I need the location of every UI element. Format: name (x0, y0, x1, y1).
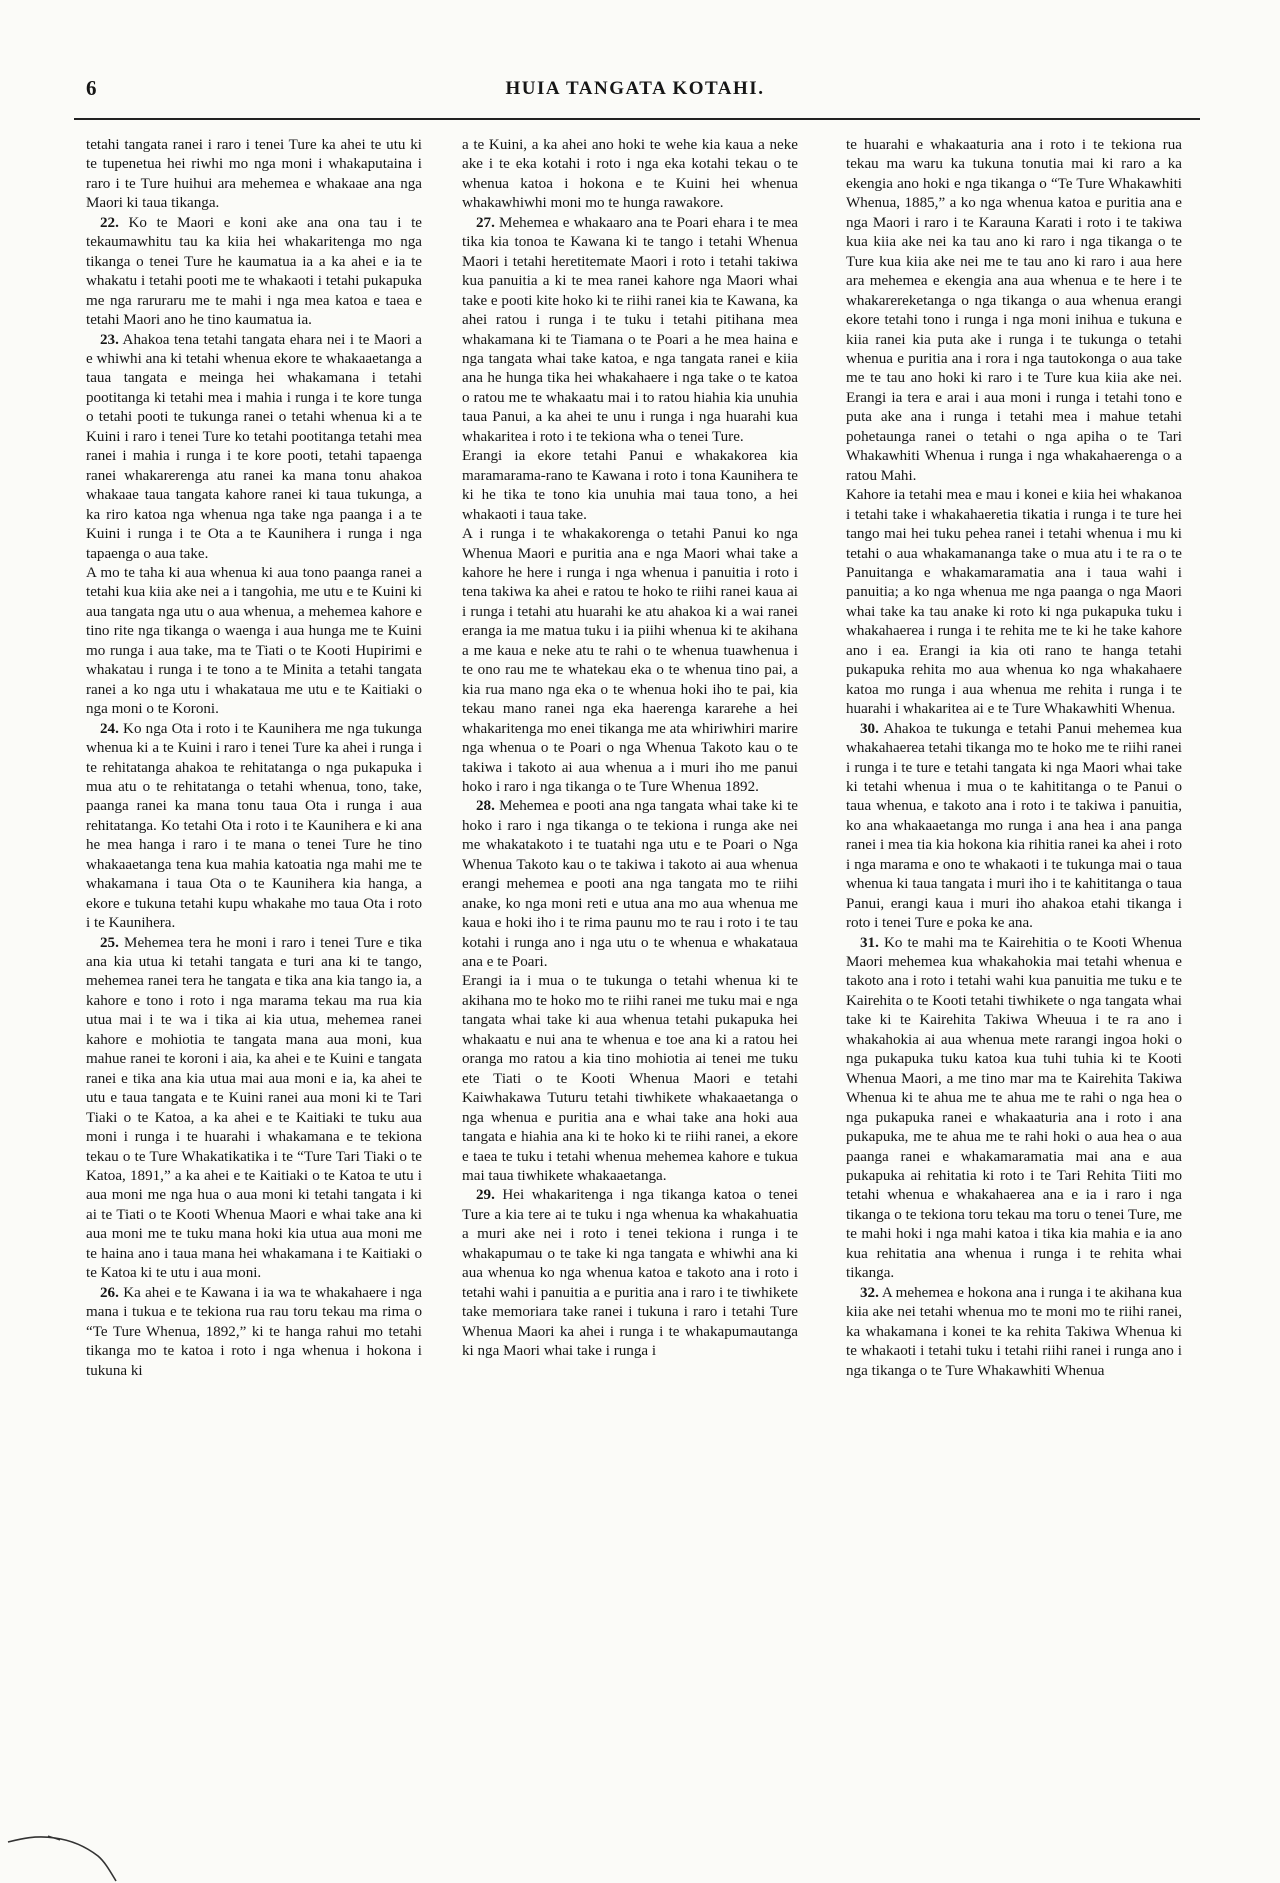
section-number: 22. (100, 214, 119, 231)
paragraph-text: Mehemea tera he moni i raro i tenei Ture e tika ana kia utua ki tetahi tangata e turi ana ki te tango, mehemea ranei tera he tangata e tika ana kia tango ia, a kahore e tono i roto i nga marama tekau ma rua kia utua mai i te wa i tika ai kia utua, mehemea ranei kahore e mohiotia te tangata mana aua moni, kua mahue ranei te koroni i aia, ka ahei e te Kuini e tangata ranei e tika ana kia utua mai aua moni e ia, ka ahei te utu e taua tangata e te Kuini ranei aua moni ki te Tari Tiaki o te Katoa, a ka ahei e te Kaitiaki te tuku aua moni i runga i te huarahi i whakamana e te tekiona tekau o te Ture Whakatikatika i te “Ture Tari Tiaki o te Katoa, 1891,” a ka ahei e te Kaitiaki o te Katoa te utu i aua moni me nga hua o aua moni ki tetahi tangata i ki ai te Tiati o te Kooti Whenua Maori e whai take ana ki aua moni me te tuku mana hoki kia utua aua moni me te haina ano i taua mana hei whakamana i te Kaitiaki o te Katoa ki te utu i aua moni. (86, 934, 422, 1282)
paragraph-text: a te Kuini, a ka ahei ano hoki te wehe kia kaua a neke ake i te eka kotahi i roto i nga eka kotahi tekau o te whenua katoa i hokona e te Kuini hei whenua whakawhiwhi moni mo te hunga rawakore. (462, 137, 798, 212)
paragraph (462, 972, 798, 1186)
paragraph (86, 331, 422, 564)
paragraph (846, 136, 1182, 486)
paragraph-text: Mehemea e whakaaro ana te Poari ehara i te mea tika kia tonoa te Kawana ki te tango i tetahi Whenua Maori i tetahi heretitemate Maori i roto i tetahi takiwa kua panuitia a ki te mea ranei kahore nga Maori whai take e pooti kite hoko ki te riihi ranei kia te Kawana, ka ahei ratou i runga i te tuku i tetahi pitihana mea whakamana ki te Tiamana o te Poari a he mea haina e nga tangata whai take katoa, e nga tangata ranei e kiia ana he hunga tika hei whakahaere i nga take o te katoa o ratou me te whakaatu mai i to ratou hiahia kia unuhia taua Panui, a ka ahei te unu i runga i nga huarahi kua whakaritea i roto i te tekiona wha o tenei Ture. (462, 214, 798, 445)
paragraph-text: Ahakoa te tukunga e tetahi Panui mehemea kua whakahaerea tetahi tikanga mo te hoko me te riihi ranei i runga i te ture e tetahi tangata ki nga Maori whai take ki tetahi whenua i mua o te kahititanga o te Panui o taua whenua, e takoto ana i roto i te takiwa i panuitia, ko ana whakaaetanga mo runga i ana hea i ana panga ranei i mea tia kia hokona kia rihitia ranei ka ahei i roto i nga marama e ono te whakaoti i te tukunga mai o taua whenua ki taua tangata i muri iho i te kahititanga o taua Panui, erangi kaua i muri iho ahakoa etahi tikanga i roto i tenei Ture e poka ke ana. (846, 720, 1182, 932)
paragraph (86, 720, 422, 934)
paragraph-text: tetahi tangata ranei i raro i tenei Ture ka ahei te utu ki te tupenetua hei riwhi mo nga moni i whakaputaina i raro i te Ture huihui ara mehemea e whakaae ana nga Maori ki taua tikanga. (86, 137, 422, 212)
page-number: 6 (86, 76, 97, 100)
paragraph-text: Mehemea e pooti ana nga tangata whai take ki te hoko i raro i nga tikanga o te tekiona i runga ake nei me whakatakoto i te tuatahi nga utu e te Poari o Nga Whenua Takoto kau o te takiwa i takoto ai aua whenua erangi mehemea e pooti ana nga tangata mo te riihi anake, ko nga moni reti e utua ana mo aua whenua me kaua e hoki iho i te rima paunu mo te rau i roto i te tau kotahi i runga ano i nga utu o te whenua e whakataua ana e te Poari. (462, 798, 798, 971)
paragraph-text: Erangi ia i mua o te tukunga o tetahi whenua ki te akihana mo te hoko mo te riihi ranei me tuku mai e nga tangata whai take ki aua whenua tetahi pukapuka hei whakaatu e nui ana te whenua e toe ana ki a ratou hei oranga mo ratou a kia tino mohiotia ai tenei me tuku ete Tiati o te Kooti Whenua Maori e tetahi Kaiwhakawa Tuturu tetahi tiwhikete whakaaetanga o nga whenua e puritia ana e whai take ana hoki aua tangata e hiahia ana ki te hoko ki te riihi ranei, a ekore e taea te tuku i tetahi whenua mehemea kahore e tukua mai taua tiwhikete whakaaetanga. (462, 973, 798, 1185)
paragraph-text: Hei whakaritenga i nga tikanga katoa o tenei Ture a kia tere ai te tuku i nga whenua ka whakahuatia a muri ake nei i roto i tenei tekiona i runga i te whakapumau o te take ki nga tangata e whiwhi ana ki aua whenua ko nga whenua katoa e takoto ana i roto i tetahi wahi i panuitia a e puritia ana i raro i te tiwhikete take memoriara take ranei i tukuna i raro i tetahi Ture Whenua Maori ka ahei i runga i te whakapumautanga ki nga Maori whai take i runga i (462, 1187, 798, 1360)
header-rule (74, 118, 1200, 120)
paragraph (86, 564, 422, 720)
text-column-2 (462, 136, 798, 1856)
paragraph (462, 1186, 798, 1361)
section-number: 27. (476, 214, 495, 231)
paragraph (846, 934, 1182, 1284)
paragraph (86, 136, 422, 214)
paragraph (462, 447, 798, 525)
paragraph (462, 136, 798, 214)
section-number: 30. (860, 720, 879, 737)
paragraph (846, 486, 1182, 719)
paragraph (462, 525, 798, 797)
paragraph (462, 797, 798, 972)
paragraph (86, 934, 422, 1284)
paragraph-text: te huarahi e whakaaturia ana i roto i te tekiona rua tekau ma waru ka tukuna tonutia mai ki raro a ka ekengia ano hoki e nga tikanga o “Te Ture Whakawhiti Whenua, 1885,” a ko nga whenua katoa e puritia ana e nga Maori i raro i te Karauna Karati i roto i te takiwa kua kiia ake nei ka tau ano ki raro i nga tikanga o te Ture kua kiia ake nei me te tau ano ki raro i aua here ara mehemea e ekengia ana aua whenua e te here i te whakarereketanga o nga tikanga o aua whenua erangi ekore tetahi tono i runga i nga moni inihua e tukuna e kiia ranei kia puta ake i runga i te tukunga o tetahi whenua e puritia ana i rora i nga tautokonga o aua take me te tau ano hoki ki raro i te Ture kua kiia ake nei. Erangi ia tera e arai i aua moni i runga i tetahi tono e puta ake ana i runga i tetahi mea i mahue tetahi pohetaunga ranei o tetahi o nga apiha o te Tari Whakawhiti Whenua i runga i nga whakahaerenga o a ratou Mahi. (846, 137, 1182, 484)
text-column-1 (86, 136, 422, 1856)
section-number: 31. (860, 934, 879, 951)
paragraph-text: Kahore ia tetahi mea e mau i konei e kiia hei whakanoa i tetahi take i whakahaeretia tikatia i runga i te ture hei tango mai hei tuku pehea ranei i tetahi whenua i mu ki tetahi o aua whakamananga take o mua atu i te ra o te Panuitanga e whakamaramatia ana i taua wahi i panuitia; a ko nga whenua me nga paanga o nga Maori whai take ka tau anake ki roto ki nga pukapuka tuku i whakahaerea i runga i te rehita me te ki he take kahore ano i ea. Erangi ia kia oti rano te hanga tetahi pukapuka rehita mo aua whenua ko nga whakahaere katoa mo runga i aua whenua me rehita i runga i te huarahi i whakaritea ai e te Ture Whakawhiti Whenua. (846, 487, 1182, 718)
section-number: 25. (100, 934, 119, 951)
paragraph (86, 1284, 422, 1381)
running-title: HUIA TANGATA KOTAHI. (505, 78, 765, 99)
margin-ink-mark (0, 1826, 150, 1883)
paragraph (846, 720, 1182, 934)
paragraph-text: Ko te Maori e koni ake ana ona tau i te tekaumawhitu tau ka kiia hei whakaritenga mo nga tikanga o tenei Ture he kaumatua ia a ka ahei e ia te whakatu i tetahi pooti me te whakaoti i tetahi pukapuka me nga raruraru me te mahi i nga mea katoa e taea e tetahi Maori ano he tino kaumatua ia. (86, 214, 422, 329)
paragraph-text: Ko te mahi ma te Kairehitia o te Kooti Whenua Maori mehemea kua whakahokia mai tetahi whenua e takoto ana i roto i tetahi wahi kua panuitia me tuku e te Kairehita o te Kooti tetahi tiwhikete o nga tangata whai take ki te Kairehita Takiwa Wheuua i te ra ano i whakahokia ai aua whenua mete rarangi ingoa hoki o nga pukapuka tuku katoa kua tuhi tuhia ki te Kooti Whenua Maori, a me tino mar ma te Kairehita Takiwa Whenua ki te ahua me te ahua me te rahi o nga hea o nga pukapuka ranei e whakaaturia ana i roto i ana pukapuka, me te ahua me te rahi hoki o aua hea o aua paanga ranei e whakamaramatia mai ana e aua pukapuka ai rehitatia ki roto i te Tari Rehita Tiiti mo tetahi whenua e whakahaerea ana e ia i raro i nga tikanga o te tekiona toru tekau ma toru o tenei Ture, me te mahi hoki i nga mahi katoa i tika kia mahia e ia ano kua rehitatia ana whenua i runga i te rehita whai tikanga. (846, 934, 1182, 1282)
paragraph-text: A mo te taha ki aua whenua ki aua tono paanga ranei a tetahi kua kiia ake nei a i tangohia, me utu e te Kuini ki aua tangata nga utu o aua whenua, a mehemea kahore e tino rite nga tikanga o waenga i aua hunga me te Kuini mo runga i aua take, ma te Tiati o te Kooti Hupirimi e whakatau i runga i te tono a te Minita a tetahi tangata ranei a ko nga utu i whakataua me utu e te Kaitiaki o nga moni o te Koroni. (86, 564, 422, 718)
paragraph (462, 214, 798, 447)
page-header (70, 74, 1200, 104)
paragraph-text: Ahakoa tena tetahi tangata ehara nei i te Maori a e whiwhi ana ki tetahi whenua ekore te whakaaetanga a taua tangata e meinga hei whakamana i tetahi pootitanga ki tetahi mea i mahia i runga i te kore tunga o tetahi pooti te tukunga ranei o tetahi whenua ki a te Kuini i raro i tenei Ture ko tetahi pootitanga tetahi mea ranei i mahia i runga i te kore pooti, tetahi tapaenga ranei whakarerenga atu ranei ka mana tonu ahakoa whakaae taua tangata kahore ranei ki taua tukunga, a ka riro katoa nga whenua nga take nga paanga i a te Kuini i runga i te Ota a te Kaunihera i runga i nga tapaenga o aua take. (86, 331, 422, 562)
section-number: 32. (860, 1284, 879, 1301)
paragraph (846, 1284, 1182, 1381)
text-column-3 (846, 136, 1182, 1856)
paragraph-text: Ko nga Ota i roto i te Kaunihera me nga tukunga whenua ki a te Kuini i raro i tenei Ture ka ahei i runga i te rehitatanga ahakoa te rehitatanga o nga pukapuka i mua atu o te rehitatanga o tetahi whenua, tono, take, paanga ranei ka mana tonu taua Ota i runga i aua rehitatanga. Ko tetahi Ota i roto i te Kaunihera e ki ana he mea hanga i raro i te mana o tenei Ture he tino whakaaetanga tena kua mahia katoatia nga mahi me te whakamana i taua Ota o te Kaunihera kia hanga, a ekore e tukuna tetahi kupu whakahe mo taua Ota i roto i te Kaunihera. (86, 720, 422, 932)
paragraph (86, 214, 422, 331)
section-number: 29. (476, 1187, 495, 1204)
paragraph-text: Ka ahei e te Kawana i ia wa te whakahaere i nga mana i tukua e te tekiona rua rau toru tekau ma rima o “Te Ture Whenua, 1892,” ki te hanga rahui mo tetahi tikanga mo te katoa i roto i nga whenua i hokona i tukuna ki (86, 1284, 422, 1379)
section-number: 28. (476, 798, 495, 815)
paragraph-text: Erangi ia ekore tetahi Panui e whakakorea kia maramarama-rano te Kawana i roto i tona Kaunihera te ki he tika te tono kia unuhia mai taua tono, a hei whakaoti i taua take. (462, 448, 798, 523)
section-number: 24. (100, 720, 119, 737)
paragraph-text: A i runga i te whakakorenga o tetahi Panui ko nga Whenua Maori e puritia ana e nga Maori whai take a kahore he here i runga i nga whenua i panuitia i roto i tena takiwa ka ahei e ratou te hoko te riihi ranei kaua ai i runga i tetahi atu huarahi ke atu ahakoa ki a wai ranei eranga ia me matua tuku i ia piihi whenua ki te akihana a me kaua e neke atu te rahi o te whenua tuawhenua i te ono rau me te whatekau eka o te whenua tino pai, a kia rua mano nga eka o te whenua hoki iho te pai, kia tekau mano ranei nga eka haerenga kararehe a hei whakaritenga mo enei tikanga me ata whiriwhiri marire nga whenua o te Poari o nga Whenua Takoto kau o te takiwa i takoto ai aua whenua a i muri iho me panui hoko i raro i nga tikanga o te Ture Whenua 1892. (462, 526, 798, 795)
section-number: 26. (100, 1284, 119, 1301)
paragraph-text: A mehemea e hokona ana i runga i te akihana kua kiia ake nei tetahi whenua mo te moni mo te riihi ranei, ka whakamana i konei te ka rehita Takiwa Whenua ki te whakaoti i tetahi tuku i tetahi riihi ranei i runga ano i nga tikanga o te Ture Whakawhiti Whenua (846, 1284, 1182, 1379)
section-number: 23. (100, 331, 119, 348)
